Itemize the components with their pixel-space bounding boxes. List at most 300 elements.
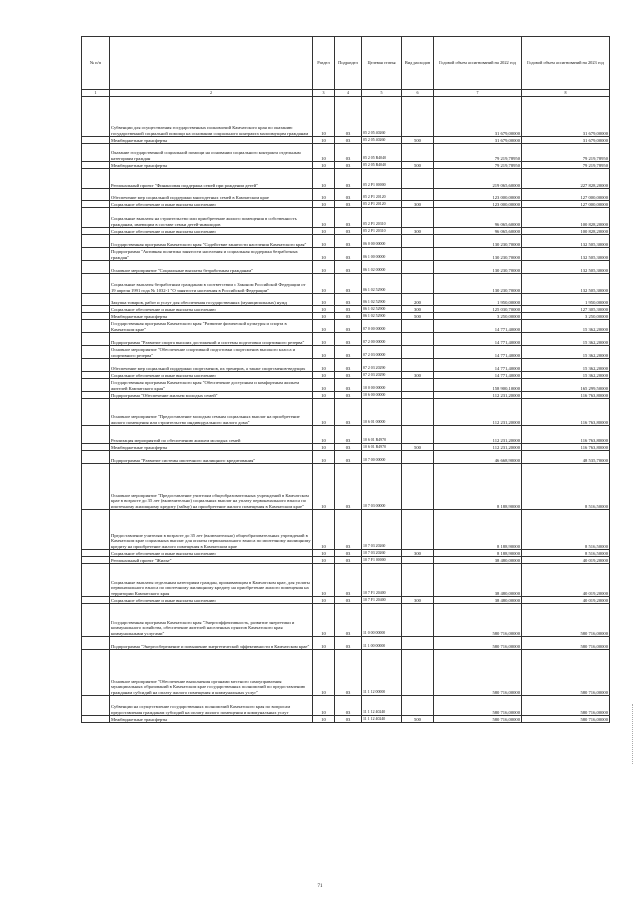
row-target-cell: 05 2 P1 00000 (362, 169, 402, 189)
row-2022-cell: 158 900,10000 (434, 379, 522, 392)
row-expense-type-cell (402, 510, 434, 550)
col-number: 6 (402, 90, 434, 97)
row-target-cell: 11 0 00 00000 (362, 604, 402, 637)
row-target-cell: 05 2 P1 20310 (362, 208, 402, 228)
row-num-cell (82, 208, 110, 228)
row-2023-cell: 127 305,30000 (522, 306, 610, 313)
row-num-cell (82, 379, 110, 392)
row-expense-type-cell (402, 346, 434, 359)
row-2023-cell: 100 828,20000 (522, 208, 610, 228)
row-subsection-cell: 03 (335, 597, 362, 604)
row-subsection-cell: 03 (335, 306, 362, 313)
row-expense-type-cell: 500 (402, 137, 434, 144)
row-expense-type-cell: 300 (402, 228, 434, 235)
row-2023-cell: 1 950,00000 (522, 294, 610, 306)
row-subsection-cell: 03 (335, 235, 362, 248)
row-2023-cell: 580 716,00000 (522, 716, 610, 723)
table-row (82, 208, 610, 228)
row-num-cell (82, 392, 110, 399)
row-2022-cell: 38 480,00000 (434, 557, 522, 564)
row-expense-type-cell (402, 189, 434, 201)
col-number: 1 (82, 90, 110, 97)
row-expense-type-cell (402, 333, 434, 346)
row-num-cell (82, 464, 110, 510)
row-num-cell (82, 550, 110, 557)
row-name-cell: Закупка товаров, работ и услуг для обеспечения государственных (муниципальных) нужд (110, 294, 313, 306)
row-name-cell: Региональный проект "Финансовая поддержка семей при рождении детей" (110, 169, 313, 189)
row-name-cell: Основное мероприятие "Обеспечение спортивной подготовки спортсменов высокого класса и спортивного резерва" (110, 346, 313, 359)
row-name-cell: Межбюджетные трансферты (110, 444, 313, 451)
row-subsection-cell: 03 (335, 399, 362, 426)
row-target-cell: 10 7 F1 20400 (362, 597, 402, 604)
row-expense-type-cell (402, 169, 434, 189)
row-name-cell: Оказание государственной социальной помощи на основании социального контракта отдельным категориям граждан (110, 144, 313, 162)
row-2023-cell: 165 299,50000 (522, 379, 610, 392)
row-name-cell: Предоставление учителям в возрасте до 35 лет (включительно) общеобразовательных учреждений в Камчатском крае социальных выплат для оплаты первоначального взноса по ипотечному жилищному кредиту на приобретение жилого помещения в Камчатском крае (110, 510, 313, 550)
row-target-cell: 10 7 03 20260 (362, 510, 402, 550)
row-name-cell: Государственная программа Камчатского края "Обеспечение доступным и комфортным жильем жителей Камчатского края" (110, 379, 313, 392)
row-section-cell: 10 (313, 399, 335, 426)
row-num-cell (82, 162, 110, 169)
row-section-cell: 10 (313, 144, 335, 162)
row-subsection-cell: 03 (335, 144, 362, 162)
row-2023-cell: 3 250,00000 (522, 313, 610, 320)
row-2022-cell: 14 771,40000 (434, 346, 522, 359)
table-row (82, 557, 610, 564)
row-2023-cell: 15 362,20000 (522, 372, 610, 379)
row-target-cell: 10 7 F1 00000 (362, 557, 402, 564)
row-2023-cell: 580 716,00000 (522, 604, 610, 637)
table-row (82, 604, 610, 637)
row-expense-type-cell (402, 261, 434, 274)
table-row (82, 261, 610, 274)
row-num-cell (82, 597, 110, 604)
row-num-cell (82, 201, 110, 208)
row-name-cell: Межбюджетные трансферты (110, 162, 313, 169)
row-section-cell: 10 (313, 597, 335, 604)
row-expense-type-cell (402, 399, 434, 426)
row-2022-cell: 14 771,40000 (434, 333, 522, 346)
row-name-cell: Реализация мероприятий по обеспечению жильем молодых семей (110, 426, 313, 444)
row-2023-cell: 127 000,00000 (522, 201, 610, 208)
row-target-cell: 06 1 00 00000 (362, 248, 402, 261)
table-row (82, 359, 610, 372)
row-name-cell: Социальное обеспечение и иные выплаты населению (110, 306, 313, 313)
row-name-cell: Межбюджетные трансферты (110, 313, 313, 320)
header-num: № п/п (82, 37, 110, 90)
row-target-cell: 10 7 00 00000 (362, 451, 402, 464)
row-section-cell: 10 (313, 320, 335, 333)
row-target-cell: 06 0 00 00000 (362, 235, 402, 248)
row-expense-type-cell (402, 650, 434, 696)
col-number: 3 (313, 90, 335, 97)
row-target-cell: 05 2 05 40260 (362, 137, 402, 144)
row-subsection-cell: 03 (335, 294, 362, 306)
row-num-cell (82, 97, 110, 137)
row-name-cell: Подпрограмма "Развитие спорта высших достижений и системы подготовки спортивного резерва" (110, 333, 313, 346)
row-name-cell: Социальное обеспечение и иные выплаты населению (110, 228, 313, 235)
row-num-cell (82, 650, 110, 696)
row-num-cell (82, 228, 110, 235)
row-section-cell: 10 (313, 550, 335, 557)
row-section-cell: 10 (313, 564, 335, 597)
row-section-cell: 10 (313, 294, 335, 306)
row-num-cell (82, 294, 110, 306)
row-expense-type-cell (402, 144, 434, 162)
row-2022-cell: 46 668,90000 (434, 451, 522, 464)
row-expense-type-cell (402, 97, 434, 137)
table-body (82, 97, 610, 723)
row-section-cell: 10 (313, 716, 335, 723)
row-2022-cell: 79 219,78950 (434, 162, 522, 169)
row-expense-type-cell: 500 (402, 444, 434, 451)
row-section-cell: 10 (313, 169, 335, 189)
row-section-cell: 10 (313, 208, 335, 228)
row-section-cell: 10 (313, 379, 335, 392)
row-name-cell: Подпрограмма "Развитие системы ипотечного жилищного кредитования" (110, 451, 313, 464)
row-num-cell (82, 306, 110, 313)
row-section-cell: 10 (313, 372, 335, 379)
row-2022-cell: 14 771,40000 (434, 359, 522, 372)
table-row (82, 228, 610, 235)
row-2023-cell: 580 716,00000 (522, 696, 610, 716)
table-row (82, 392, 610, 399)
row-target-cell: 06 1 02 52900 (362, 306, 402, 313)
row-expense-type-cell: 200 (402, 294, 434, 306)
row-target-cell: 07 2 03 20290 (362, 372, 402, 379)
row-target-cell: 07 2 00 00000 (362, 333, 402, 346)
row-2022-cell: 96 065,60000 (434, 208, 522, 228)
row-2023-cell: 15 362,20000 (522, 359, 610, 372)
row-2023-cell: 116 763,80000 (522, 399, 610, 426)
row-2023-cell: 132 505,30000 (522, 248, 610, 261)
table-row (82, 320, 610, 333)
row-section-cell: 10 (313, 557, 335, 564)
header-expense-type: Вид расходов (402, 37, 434, 90)
row-expense-type-cell: 500 (402, 716, 434, 723)
table-row (82, 399, 610, 426)
row-target-cell: 06 1 02 52900 (362, 313, 402, 320)
row-expense-type-cell: 300 (402, 306, 434, 313)
row-target-cell: 05 2 P1 20120 (362, 201, 402, 208)
column-number-row (82, 90, 610, 97)
table-row (82, 464, 610, 510)
row-target-cell: 10 6 01 R4970 (362, 444, 402, 451)
row-expense-type-cell: 500 (402, 313, 434, 320)
row-subsection-cell: 03 (335, 372, 362, 379)
row-target-cell: 06 1 02 52900 (362, 294, 402, 306)
table-row (82, 550, 610, 557)
row-expense-type-cell (402, 637, 434, 650)
row-expense-type-cell (402, 379, 434, 392)
row-subsection-cell: 03 (335, 564, 362, 597)
row-2022-cell: 8 188,90000 (434, 510, 522, 550)
row-name-cell: Основное мероприятие "Предоставление молодым семьям социальных выплат на приобретение жилого помещения или строительство индивидуального жилого дома" (110, 399, 313, 426)
row-num-cell (82, 510, 110, 550)
row-target-cell: 07 0 00 00000 (362, 320, 402, 333)
row-num-cell (82, 235, 110, 248)
row-num-cell (82, 248, 110, 261)
col-number: 4 (335, 90, 362, 97)
row-2023-cell: 127 000,00000 (522, 189, 610, 201)
row-2022-cell: 130 230,70000 (434, 235, 522, 248)
row-2023-cell: 100 828,20000 (522, 228, 610, 235)
row-num-cell (82, 189, 110, 201)
row-subsection-cell: 03 (335, 162, 362, 169)
row-2023-cell: 580 716,00000 (522, 637, 610, 650)
table-row (82, 201, 610, 208)
header-section: Раздел (313, 37, 335, 90)
row-2023-cell: 31 679,00000 (522, 97, 610, 137)
table-row (82, 444, 610, 451)
row-target-cell: 10 6 01 00000 (362, 399, 402, 426)
row-target-cell: 07 2 03 20290 (362, 359, 402, 372)
row-subsection-cell: 03 (335, 604, 362, 637)
row-subsection-cell: 03 (335, 208, 362, 228)
row-subsection-cell: 03 (335, 189, 362, 201)
table-row (82, 510, 610, 550)
row-2023-cell: 15 362,20000 (522, 320, 610, 333)
row-expense-type-cell (402, 274, 434, 294)
row-2022-cell: 14 771,40000 (434, 320, 522, 333)
row-2022-cell: 580 716,00000 (434, 650, 522, 696)
row-name-cell: Субвенции на осуществление государственных полномочий Камчатского края по вопросам предоставления гражданам субсидий на оплату жилого помещения и коммунальных услуг (110, 696, 313, 716)
row-2022-cell: 1 950,00000 (434, 294, 522, 306)
row-subsection-cell: 03 (335, 137, 362, 144)
row-2022-cell: 112 231,20000 (434, 399, 522, 426)
row-2023-cell: 79 219,78950 (522, 144, 610, 162)
table-row (82, 379, 610, 392)
row-name-cell: Обеспечение мер социальной поддержки спортсменов, их тренеров, а также спортсменов-ведущих (110, 359, 313, 372)
row-section-cell: 10 (313, 189, 335, 201)
row-2023-cell: 40 019,20000 (522, 557, 610, 564)
row-2022-cell: 580 716,00000 (434, 604, 522, 637)
row-target-cell: 11 1 12 40240 (362, 716, 402, 723)
row-2022-cell: 38 480,00000 (434, 564, 522, 597)
row-2023-cell: 8 516,50000 (522, 464, 610, 510)
table-row (82, 274, 610, 294)
row-target-cell: 05 2 P1 20120 (362, 189, 402, 201)
row-num-cell (82, 372, 110, 379)
row-section-cell: 10 (313, 444, 335, 451)
row-subsection-cell: 03 (335, 333, 362, 346)
row-expense-type-cell (402, 208, 434, 228)
row-name-cell: Социальные выплаты отдельным категориям граждан, проживающим в Камчатском крае, для уплаты первоначального взноса по ипотечному жилищному кредиту на приобретение жилого помещения на территории Камчатского края (110, 564, 313, 597)
margin-marks (632, 704, 636, 764)
col-number: 2 (110, 90, 313, 97)
row-2022-cell: 112 231,20000 (434, 392, 522, 399)
row-target-cell: 11 1 12 40240 (362, 696, 402, 716)
row-section-cell: 10 (313, 650, 335, 696)
row-2022-cell: 130 230,70000 (434, 261, 522, 274)
row-num-cell (82, 604, 110, 637)
row-num-cell (82, 426, 110, 444)
table-row (82, 137, 610, 144)
row-subsection-cell: 03 (335, 464, 362, 510)
row-subsection-cell: 03 (335, 201, 362, 208)
row-name-cell: Социальные выплаты на строительство или приобретение жилого помещения в собственность гражданам, имеющим в составе семьи детей-инвалидов (110, 208, 313, 228)
row-name-cell: Социальное обеспечение и иные выплаты населению (110, 201, 313, 208)
row-2023-cell: 8 516,50000 (522, 550, 610, 557)
table-row (82, 162, 610, 169)
row-target-cell: 10 7 03 20260 (362, 550, 402, 557)
row-num-cell (82, 451, 110, 464)
row-expense-type-cell: 300 (402, 597, 434, 604)
row-num-cell (82, 696, 110, 716)
row-2022-cell: 8 188,90000 (434, 550, 522, 557)
row-section-cell: 10 (313, 604, 335, 637)
table-row (82, 169, 610, 189)
row-2022-cell: 31 679,00000 (434, 97, 522, 137)
row-2023-cell: 227 828,20000 (522, 169, 610, 189)
row-target-cell: 06 1 02 00000 (362, 261, 402, 274)
row-2022-cell: 130 230,70000 (434, 248, 522, 261)
row-target-cell: 11 1 00 00000 (362, 637, 402, 650)
row-name-cell: Основное мероприятие "Обеспечение выполнения органами местного самоуправления муниципальных образований в Камчатском крае государственных полномочий по предоставлению гражданам субсидий на оплату жилого помещения и коммунальных услуг" (110, 650, 313, 696)
row-2022-cell: 112 231,20000 (434, 444, 522, 451)
table-row (82, 597, 610, 604)
row-target-cell: 10 7 03 00000 (362, 464, 402, 510)
row-num-cell (82, 261, 110, 274)
row-section-cell: 10 (313, 228, 335, 235)
row-section-cell: 10 (313, 201, 335, 208)
col-number: 7 (434, 90, 522, 97)
row-num-cell (82, 137, 110, 144)
row-num-cell (82, 399, 110, 426)
row-2023-cell: 48 535,70000 (522, 451, 610, 464)
table-row (82, 97, 610, 137)
row-subsection-cell: 03 (335, 313, 362, 320)
row-target-cell: 10 7 F1 20400 (362, 564, 402, 597)
row-section-cell: 10 (313, 359, 335, 372)
row-subsection-cell: 03 (335, 274, 362, 294)
row-subsection-cell: 03 (335, 228, 362, 235)
row-expense-type-cell (402, 564, 434, 597)
row-2022-cell: 96 065,60000 (434, 228, 522, 235)
header-name (110, 37, 313, 90)
row-name-cell: Межбюджетные трансферты (110, 137, 313, 144)
row-section-cell: 10 (313, 162, 335, 169)
row-2023-cell: 116 763,80000 (522, 392, 610, 399)
row-num-cell (82, 169, 110, 189)
row-target-cell: 10 0 00 00000 (362, 379, 402, 392)
row-subsection-cell: 03 (335, 557, 362, 564)
header-target: Целевая статья (362, 37, 402, 90)
row-num-cell (82, 274, 110, 294)
table-row (82, 372, 610, 379)
row-2022-cell: 123 000,00000 (434, 201, 522, 208)
row-2023-cell: 132 505,30000 (522, 274, 610, 294)
row-2022-cell: 123 000,00000 (434, 189, 522, 201)
row-subsection-cell: 03 (335, 359, 362, 372)
row-name-cell: Подпрограмма "Обеспечение жильем молодых семей" (110, 392, 313, 399)
budget-table (81, 36, 610, 723)
row-subsection-cell: 03 (335, 320, 362, 333)
row-name-cell: Социальные выплаты безработным гражданам в соответствии с Законом Российской Федерации от 19 апреля 1991 года № 1032-1 "О занятости населения в Российской Федерации" (110, 274, 313, 294)
header-subsection: Подраздел (335, 37, 362, 90)
row-2022-cell: 580 716,00000 (434, 696, 522, 716)
table-row (82, 716, 610, 723)
row-2022-cell: 8 188,90000 (434, 464, 522, 510)
row-section-cell: 10 (313, 137, 335, 144)
row-subsection-cell: 03 (335, 451, 362, 464)
row-num-cell (82, 320, 110, 333)
row-name-cell: Государственная программа Камчатского края "Энергоэффективность, развитие энергетики и коммунального хозяйства, обеспечение жителей населенных пунктов Камчатского края коммунальными услугами" (110, 604, 313, 637)
row-name-cell: Социальное обеспечение и иные выплаты населению (110, 372, 313, 379)
row-name-cell: Межбюджетные трансферты (110, 716, 313, 723)
row-expense-type-cell: 300 (402, 372, 434, 379)
row-target-cell: 05 2 05 40260 (362, 97, 402, 137)
row-2022-cell: 112 231,20000 (434, 426, 522, 444)
table-row (82, 346, 610, 359)
row-name-cell: Основное мероприятие "Социальные выплаты безработным гражданам" (110, 261, 313, 274)
row-2022-cell: 580 716,00000 (434, 637, 522, 650)
row-section-cell: 10 (313, 392, 335, 399)
row-name-cell: Региональный проект "Жилье" (110, 557, 313, 564)
row-target-cell: 06 1 02 52900 (362, 274, 402, 294)
row-subsection-cell: 03 (335, 392, 362, 399)
row-num-cell (82, 637, 110, 650)
row-expense-type-cell (402, 451, 434, 464)
row-2022-cell: 125 030,70000 (434, 306, 522, 313)
row-subsection-cell: 03 (335, 248, 362, 261)
row-section-cell: 10 (313, 261, 335, 274)
row-subsection-cell: 03 (335, 444, 362, 451)
row-2023-cell: 40 019,20000 (522, 564, 610, 597)
header-2023: Годовой объем ассигнований на 2023 год (522, 37, 610, 90)
row-target-cell: 10 6 00 00000 (362, 392, 402, 399)
row-target-cell: 07 2 03 00000 (362, 346, 402, 359)
row-2023-cell: 40 019,20000 (522, 597, 610, 604)
row-section-cell: 10 (313, 248, 335, 261)
table-row (82, 313, 610, 320)
table-row (82, 696, 610, 716)
row-2022-cell: 38 480,00000 (434, 597, 522, 604)
row-num-cell (82, 444, 110, 451)
row-section-cell: 10 (313, 306, 335, 313)
row-num-cell (82, 313, 110, 320)
row-section-cell: 10 (313, 97, 335, 137)
row-subsection-cell: 03 (335, 510, 362, 550)
row-section-cell: 10 (313, 313, 335, 320)
row-expense-type-cell (402, 604, 434, 637)
row-2023-cell: 116 763,80000 (522, 426, 610, 444)
row-expense-type-cell (402, 320, 434, 333)
table-row (82, 248, 610, 261)
row-name-cell: Социальное обеспечение и иные выплаты населению (110, 550, 313, 557)
row-expense-type-cell (402, 248, 434, 261)
row-section-cell: 10 (313, 451, 335, 464)
row-subsection-cell: 03 (335, 346, 362, 359)
row-2023-cell: 116 763,80000 (522, 444, 610, 451)
row-num-cell (82, 144, 110, 162)
row-name-cell: Социальное обеспечение и иные выплаты населению (110, 597, 313, 604)
table-row (82, 144, 610, 162)
table-header-row (82, 37, 610, 90)
table-row (82, 564, 610, 597)
row-section-cell: 10 (313, 346, 335, 359)
header-2022: Годовой объем ассигнований на 2022 год (434, 37, 522, 90)
row-expense-type-cell (402, 696, 434, 716)
row-name-cell: Подпрограмма "Активная политика занятости населения и социальная поддержка безработных граждан" (110, 248, 313, 261)
table-row (82, 333, 610, 346)
row-expense-type-cell: 500 (402, 162, 434, 169)
table-row (82, 235, 610, 248)
table-row (82, 637, 610, 650)
row-section-cell: 10 (313, 637, 335, 650)
row-2022-cell: 580 716,00000 (434, 716, 522, 723)
table-row (82, 294, 610, 306)
